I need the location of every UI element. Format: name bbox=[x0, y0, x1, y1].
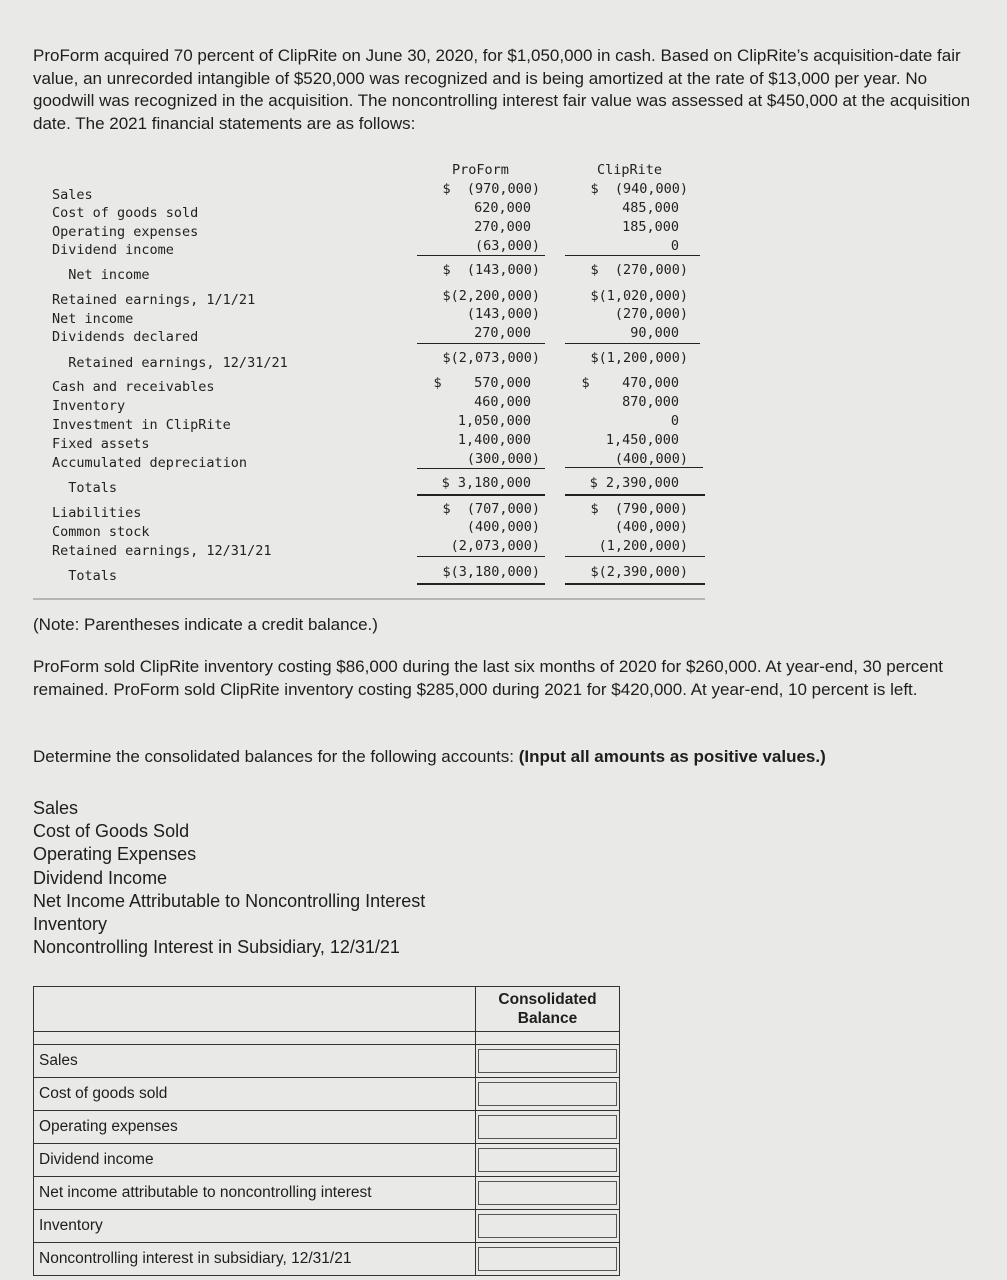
row-label: Retained earnings, 1/1/21 bbox=[52, 292, 256, 308]
answer-row-label: Dividend income bbox=[34, 1144, 476, 1177]
row-label: Net income bbox=[52, 267, 150, 283]
cliprite-value: 485,000 bbox=[622, 200, 679, 216]
cliprite-value: $ 470,000 bbox=[581, 375, 679, 391]
cliprite-value: (400,000) bbox=[614, 451, 688, 467]
cliprite-value: 90,000 bbox=[630, 325, 679, 341]
answer-row bbox=[34, 1243, 620, 1276]
row-label: Sales bbox=[52, 187, 93, 203]
spacer-cell bbox=[34, 1032, 476, 1045]
answer-cell bbox=[476, 1078, 620, 1111]
financial-statements bbox=[0, 0, 1007, 610]
cliprite-value: $ (790,000) bbox=[590, 501, 688, 517]
total-rule bbox=[417, 494, 545, 496]
answer-row bbox=[34, 1111, 620, 1144]
answer-cell bbox=[476, 1144, 620, 1177]
row-label: Fixed assets bbox=[52, 436, 150, 452]
answer-cell bbox=[476, 1111, 620, 1144]
proform-value: $ 570,000 bbox=[433, 375, 531, 391]
proform-value: 270,000 bbox=[474, 219, 531, 235]
account-list-item: Noncontrolling Interest in Subsidiary, 12/31/21 bbox=[33, 937, 400, 958]
cliprite-value: (270,000) bbox=[614, 306, 688, 322]
account-list-item: Operating Expenses bbox=[33, 844, 197, 865]
account-list-item: Sales bbox=[33, 798, 79, 818]
row-label: Cost of goods sold bbox=[52, 205, 199, 221]
answer-cell bbox=[476, 1210, 620, 1243]
spacer-cell bbox=[476, 1032, 620, 1045]
proform-value: $ 3,180,000 bbox=[441, 475, 531, 491]
cliprite-value: $ 2,390,000 bbox=[589, 475, 679, 491]
total-rule bbox=[417, 583, 545, 585]
answer-cell bbox=[476, 1177, 620, 1210]
proform-value: 1,400,000 bbox=[457, 432, 531, 448]
subtotal-rule bbox=[565, 467, 703, 468]
proform-value: (63,000) bbox=[474, 238, 540, 254]
cliprite-value: 1,450,000 bbox=[605, 432, 679, 448]
proform-value: $(3,180,000) bbox=[442, 564, 540, 580]
answer-row bbox=[34, 1045, 620, 1078]
cliprite-value: $ (940,000) bbox=[590, 181, 688, 197]
nci-net-income-input[interactable] bbox=[478, 1181, 617, 1205]
row-label: Liabilities bbox=[52, 505, 142, 521]
row-label: Retained earnings, 12/31/21 bbox=[52, 543, 272, 559]
answer-row bbox=[34, 1078, 620, 1111]
row-label: Dividend income bbox=[52, 242, 174, 258]
answer-cell bbox=[476, 1243, 620, 1276]
instructions bbox=[33, 746, 983, 769]
account-list-item: Net Income Attributable to Noncontrolling Interest bbox=[33, 890, 426, 911]
cliprite-value: 0 bbox=[670, 238, 679, 254]
subtotal-rule bbox=[565, 343, 700, 344]
cliprite-value: $(1,200,000) bbox=[590, 350, 688, 366]
subtotal-rule bbox=[565, 255, 700, 256]
row-label: Operating expenses bbox=[52, 224, 199, 240]
inventory-sales-paragraph: ProForm sold ClipRite inventory costing $86,000 during the last six months of 2020 for $260,000. At year-end, 30 percent remained. ProForm sold ClipRite inventory costing $285,000 during 2021 for $420,000. At year-end, 10 percent is left. bbox=[33, 657, 944, 699]
proform-value: $(2,073,000) bbox=[442, 350, 540, 366]
cliprite-value: $(1,020,000) bbox=[590, 288, 688, 304]
answer-row-label: Noncontrolling interest in subsidiary, 12/31/21 bbox=[34, 1243, 476, 1276]
total-rule bbox=[565, 494, 705, 496]
header-line-1: Consolidated bbox=[498, 991, 597, 1008]
instructions-text: Determine the consolidated balances for the following accounts: bbox=[33, 747, 519, 766]
answer-row-label: Cost of goods sold bbox=[34, 1078, 476, 1111]
header-line-2: Balance bbox=[517, 1010, 578, 1027]
consolidated-balance-header bbox=[476, 987, 620, 1032]
section-divider bbox=[33, 598, 705, 600]
answer-row-label: Sales bbox=[34, 1045, 476, 1078]
proform-value: 460,000 bbox=[474, 394, 531, 410]
row-label: Inventory bbox=[52, 398, 126, 414]
answer-cell bbox=[476, 1045, 620, 1078]
problem-intro: ProForm acquired 70 percent of ClipRite on June 30, 2020, for $1,050,000 in cash. Based on ClipRite’s acquisition-date fair value, an unrecorded intangible of $520,000 was recognized and is being amortized at the rate of $13,000 per year. No goodwill was recognized in the acquisition. The noncontrolling interest fair value was assessed at $450,000 at the acquisition date. The 2021 financial statements are as follows: bbox=[33, 46, 971, 133]
total-rule bbox=[565, 583, 705, 585]
proform-value: (143,000) bbox=[466, 306, 540, 322]
answer-row bbox=[34, 1177, 620, 1210]
row-label: Dividends declared bbox=[52, 329, 199, 345]
nci-subsidiary-input[interactable] bbox=[478, 1247, 617, 1271]
row-label: Cash and receivables bbox=[52, 379, 215, 395]
account-list bbox=[33, 797, 425, 959]
answer-row bbox=[34, 1144, 620, 1177]
sales-input[interactable] bbox=[478, 1049, 617, 1073]
cliprite-value: 0 bbox=[670, 413, 679, 429]
account-list-item: Inventory bbox=[33, 914, 108, 935]
row-label: Common stock bbox=[52, 524, 150, 540]
credit-balance-note: (Note: Parentheses indicate a credit balance.) bbox=[33, 615, 378, 634]
inventory-input[interactable] bbox=[478, 1214, 617, 1238]
operating-expenses-input[interactable] bbox=[478, 1115, 617, 1139]
proform-value: 1,050,000 bbox=[457, 413, 531, 429]
proform-value: $ (707,000) bbox=[442, 501, 540, 517]
cliprite-value: 870,000 bbox=[622, 394, 679, 410]
cliprite-value: (1,200,000) bbox=[598, 538, 688, 554]
blank-header-cell bbox=[34, 987, 476, 1032]
row-label: Investment in ClipRite bbox=[52, 417, 231, 433]
cliprite-value: $(2,390,000) bbox=[590, 564, 688, 580]
subtotal-rule bbox=[417, 468, 545, 469]
answer-header-row bbox=[34, 987, 620, 1032]
proform-value: (400,000) bbox=[466, 519, 540, 535]
cliprite-header: ClipRite bbox=[597, 162, 663, 178]
row-label: Totals bbox=[52, 480, 118, 496]
spacer-row bbox=[34, 1032, 620, 1045]
subtotal-rule bbox=[417, 343, 545, 344]
cliprite-value: (400,000) bbox=[614, 519, 688, 535]
cost-of-goods-sold-input[interactable] bbox=[478, 1082, 617, 1106]
row-label: Net income bbox=[52, 311, 134, 327]
proform-value: $ (143,000) bbox=[442, 262, 540, 278]
account-list-item: Dividend Income bbox=[33, 867, 168, 888]
proform-value: (2,073,000) bbox=[450, 538, 540, 554]
proform-value: $ (970,000) bbox=[442, 181, 540, 197]
answer-row-label: Operating expenses bbox=[34, 1111, 476, 1144]
answer-table bbox=[33, 986, 620, 1276]
subtotal-rule bbox=[417, 556, 545, 557]
dividend-income-input[interactable] bbox=[478, 1148, 617, 1172]
answer-row bbox=[34, 1210, 620, 1243]
instructions-bold: (Input all amounts as positive values.) bbox=[518, 747, 826, 766]
proform-value: 270,000 bbox=[474, 325, 531, 341]
row-label: Accumulated depreciation bbox=[52, 455, 248, 471]
proform-value: $(2,200,000) bbox=[442, 288, 540, 304]
row-label: Totals bbox=[52, 568, 118, 584]
subtotal-rule bbox=[565, 556, 705, 557]
subtotal-rule bbox=[417, 255, 545, 256]
cliprite-value: 185,000 bbox=[622, 219, 679, 235]
account-list-item: Cost of Goods Sold bbox=[33, 821, 190, 842]
proform-header: ProForm bbox=[452, 162, 509, 178]
answer-row-label: Net income attributable to noncontrolling interest bbox=[34, 1177, 476, 1210]
proform-value: (300,000) bbox=[466, 451, 540, 467]
answer-row-label: Inventory bbox=[34, 1210, 476, 1243]
cliprite-value: $ (270,000) bbox=[590, 262, 688, 278]
row-label: Retained earnings, 12/31/21 bbox=[52, 355, 288, 371]
proform-value: 620,000 bbox=[474, 200, 531, 216]
